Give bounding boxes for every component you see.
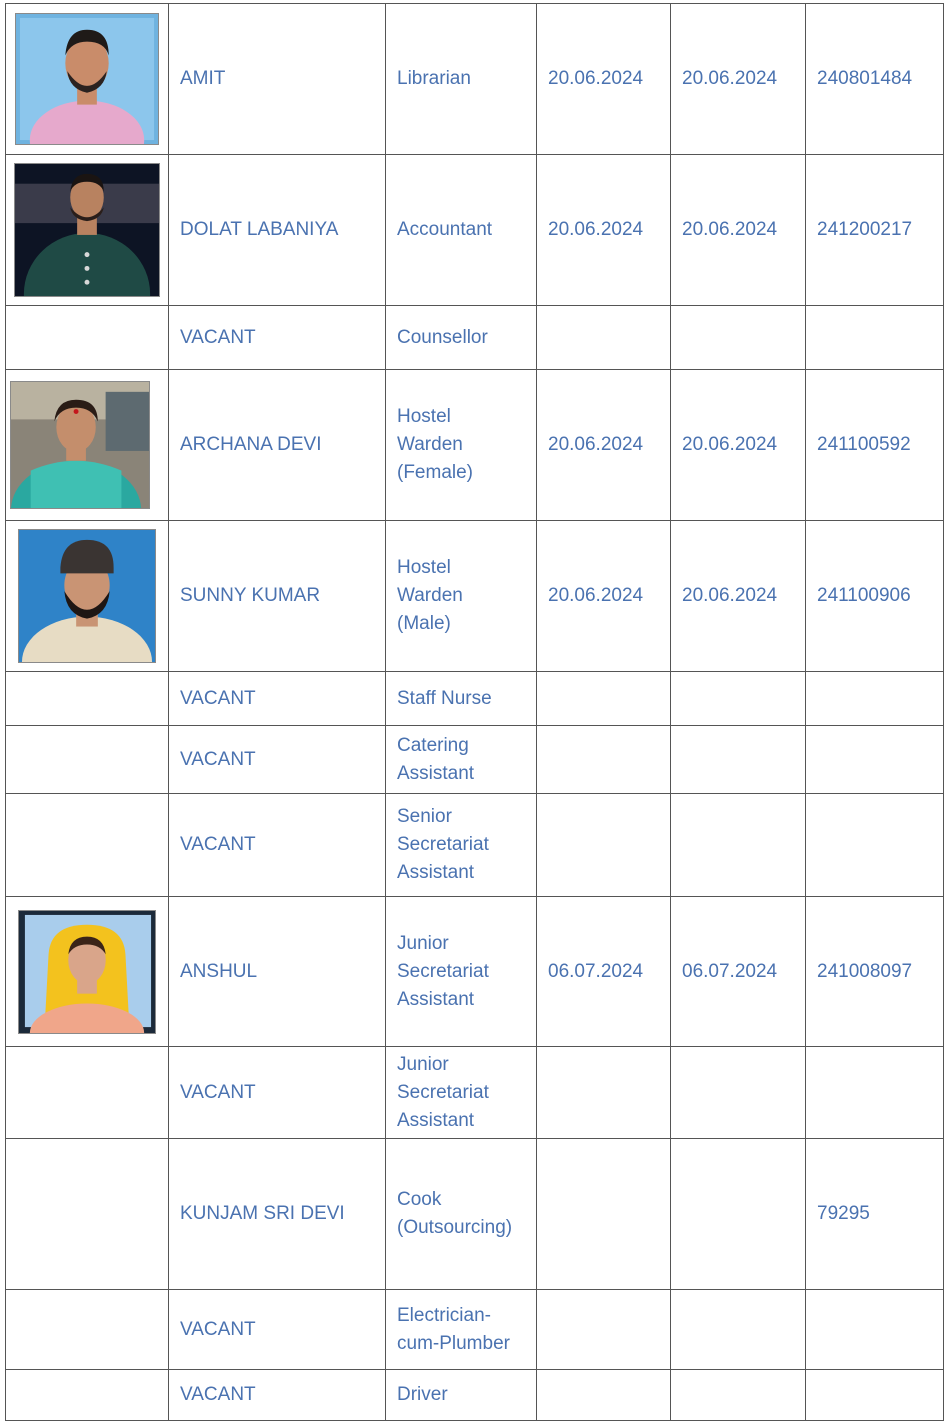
date-cell: 20.06.2024 [537, 521, 671, 672]
staff-table [5, 3, 944, 1421]
date-cell [671, 1370, 806, 1421]
photo-cell [6, 1290, 169, 1370]
name-cell: KUNJAM SRI DEVI [169, 1139, 386, 1290]
photo-cell [6, 1047, 169, 1139]
date-cell [671, 1139, 806, 1290]
table-row [6, 794, 944, 897]
code-cell: 240801484 [806, 4, 944, 155]
name-cell: VACANT [169, 794, 386, 897]
code-cell [806, 306, 944, 370]
date-cell [537, 1047, 671, 1139]
date-cell [537, 726, 671, 794]
name-cell: DOLAT LABANIYA [169, 155, 386, 306]
code-cell: 241008097 [806, 897, 944, 1047]
table-row [6, 155, 944, 306]
date-cell: 06.07.2024 [671, 897, 806, 1047]
position-cell: Junior Secretariat Assistant [386, 897, 537, 1047]
table-row [6, 370, 944, 521]
date-cell: 20.06.2024 [671, 155, 806, 306]
position-cell: Hostel Warden (Female) [386, 370, 537, 521]
table-row [6, 521, 944, 672]
staff-photo [18, 529, 156, 663]
code-cell [806, 1047, 944, 1139]
table-row [6, 4, 944, 155]
position-cell: Cook (Outsourcing) [386, 1139, 537, 1290]
staff-photo [10, 381, 150, 509]
code-cell [806, 726, 944, 794]
table-row [6, 306, 944, 370]
table-row [6, 1290, 944, 1370]
table-row [6, 1139, 944, 1290]
staff-photo [18, 910, 156, 1034]
date-cell [671, 794, 806, 897]
table-row [6, 1370, 944, 1421]
position-cell: Senior Secretariat Assistant [386, 794, 537, 897]
date-cell [671, 672, 806, 726]
date-cell: 20.06.2024 [671, 370, 806, 521]
photo-cell [6, 794, 169, 897]
name-cell: VACANT [169, 1290, 386, 1370]
code-cell [806, 1290, 944, 1370]
date-cell [671, 726, 806, 794]
photo-cell [6, 726, 169, 794]
code-cell [806, 794, 944, 897]
date-cell [537, 1290, 671, 1370]
photo-cell [6, 155, 169, 306]
date-cell [537, 306, 671, 370]
photo-cell [6, 370, 169, 521]
staff-photo [15, 13, 159, 145]
date-cell: 20.06.2024 [671, 521, 806, 672]
date-cell: 20.06.2024 [537, 4, 671, 155]
name-cell: VACANT [169, 726, 386, 794]
photo-cell [6, 1139, 169, 1290]
code-cell [806, 672, 944, 726]
staff-photo [14, 163, 160, 297]
date-cell: 06.07.2024 [537, 897, 671, 1047]
name-cell: VACANT [169, 1370, 386, 1421]
date-cell: 20.06.2024 [537, 370, 671, 521]
photo-cell [6, 521, 169, 672]
position-cell: Catering Assistant [386, 726, 537, 794]
photo-cell [6, 672, 169, 726]
name-cell: VACANT [169, 1047, 386, 1139]
code-cell: 241100906 [806, 521, 944, 672]
date-cell [537, 672, 671, 726]
date-cell [537, 794, 671, 897]
table-row [6, 897, 944, 1047]
name-cell: VACANT [169, 306, 386, 370]
name-cell: SUNNY KUMAR [169, 521, 386, 672]
code-cell: 241100592 [806, 370, 944, 521]
position-cell: Driver [386, 1370, 537, 1421]
position-cell: Librarian [386, 4, 537, 155]
position-cell: Counsellor [386, 306, 537, 370]
date-cell [537, 1370, 671, 1421]
photo-cell [6, 4, 169, 155]
photo-cell [6, 897, 169, 1047]
date-cell: 20.06.2024 [671, 4, 806, 155]
date-cell [537, 1139, 671, 1290]
date-cell [671, 306, 806, 370]
table-row [6, 672, 944, 726]
date-cell: 20.06.2024 [537, 155, 671, 306]
date-cell [671, 1290, 806, 1370]
table-row [6, 726, 944, 794]
photo-cell [6, 1370, 169, 1421]
code-cell [806, 1370, 944, 1421]
code-cell: 241200217 [806, 155, 944, 306]
position-cell: Junior Secretariat Assistant [386, 1047, 537, 1139]
position-cell: Accountant [386, 155, 537, 306]
code-cell: 79295 [806, 1139, 944, 1290]
name-cell: AMIT [169, 4, 386, 155]
position-cell: Staff Nurse [386, 672, 537, 726]
table-row [6, 1047, 944, 1139]
photo-cell [6, 306, 169, 370]
name-cell: VACANT [169, 672, 386, 726]
position-cell: Hostel Warden (Male) [386, 521, 537, 672]
date-cell [671, 1047, 806, 1139]
position-cell: Electrician- cum-Plumber [386, 1290, 537, 1370]
name-cell: ARCHANA DEVI [169, 370, 386, 521]
name-cell: ANSHUL [169, 897, 386, 1047]
